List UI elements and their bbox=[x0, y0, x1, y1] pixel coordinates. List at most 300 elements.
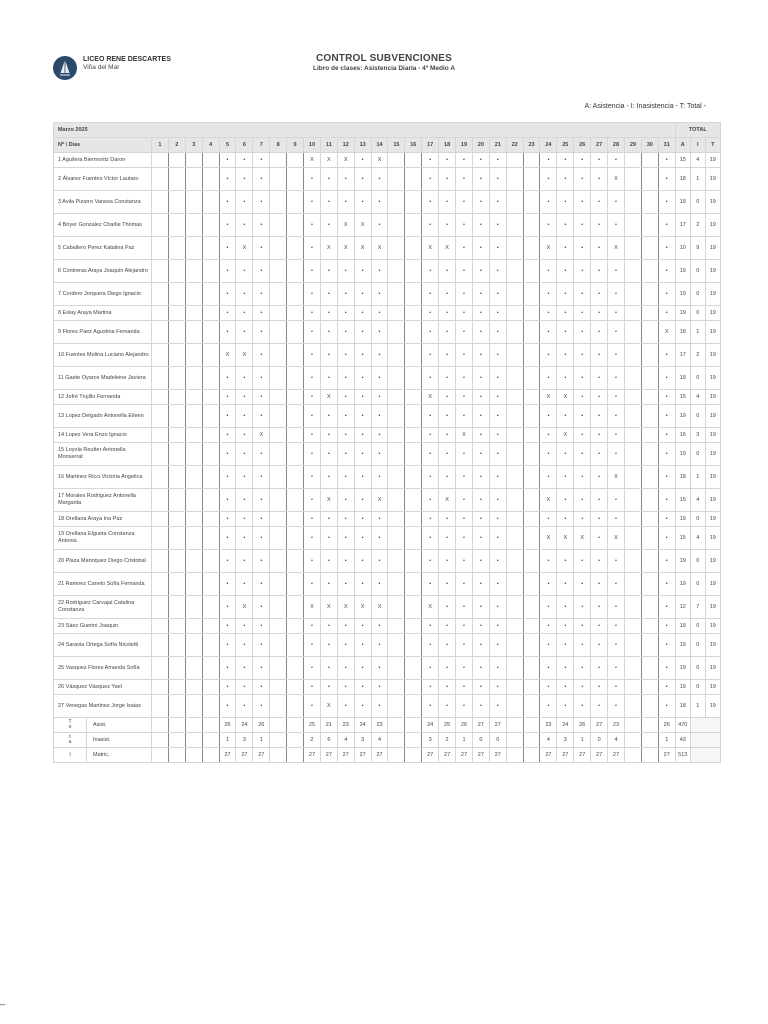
attendance-mark: • bbox=[574, 390, 591, 405]
attendance-mark bbox=[624, 634, 641, 657]
attendance-mark: X bbox=[439, 489, 456, 512]
attendance-mark: • bbox=[439, 306, 456, 321]
legend-text: A: Asistencia - I: Inasistencia - T: Total - bbox=[584, 103, 706, 110]
attendance-mark: • bbox=[456, 527, 473, 550]
attendance-mark: X bbox=[456, 428, 473, 443]
attendance-mark bbox=[152, 367, 169, 390]
attendance-mark bbox=[152, 214, 169, 237]
day-header: 10 bbox=[304, 138, 321, 153]
day-header: 26 bbox=[574, 138, 591, 153]
student-total-t: 19 bbox=[705, 489, 720, 512]
attendance-mark bbox=[388, 596, 405, 619]
attendance-mark: • bbox=[472, 168, 489, 191]
attendance-mark: • bbox=[304, 367, 321, 390]
attendance-mark: • bbox=[354, 619, 371, 634]
attendance-mark: • bbox=[219, 619, 236, 634]
attendance-mark bbox=[202, 344, 219, 367]
attendance-mark: • bbox=[439, 390, 456, 405]
attendance-mark: • bbox=[253, 191, 270, 214]
attendance-mark: • bbox=[253, 153, 270, 168]
student-total-t: 19 bbox=[705, 260, 720, 283]
attendance-mark: • bbox=[253, 344, 270, 367]
attendance-mark: • bbox=[337, 443, 354, 466]
attendance-mark: • bbox=[608, 321, 625, 344]
attendance-mark: • bbox=[337, 428, 354, 443]
table-row bbox=[54, 283, 721, 306]
totals-value: 24 bbox=[557, 718, 574, 733]
attendance-mark bbox=[506, 367, 523, 390]
attendance-mark: • bbox=[354, 390, 371, 405]
totals-row bbox=[54, 733, 721, 748]
table-row bbox=[54, 405, 721, 428]
attendance-mark: • bbox=[371, 168, 388, 191]
attendance-mark: • bbox=[354, 489, 371, 512]
table-row bbox=[54, 527, 721, 550]
attendance-mark bbox=[152, 237, 169, 260]
attendance-mark bbox=[405, 466, 422, 489]
table-row bbox=[54, 191, 721, 214]
totals-value bbox=[270, 748, 287, 763]
attendance-mark bbox=[523, 428, 540, 443]
attendance-mark bbox=[202, 596, 219, 619]
attendance-mark: • bbox=[608, 153, 625, 168]
attendance-mark: • bbox=[591, 191, 608, 214]
attendance-mark: • bbox=[422, 695, 439, 718]
totals-value: 27 bbox=[472, 718, 489, 733]
attendance-mark: • bbox=[574, 344, 591, 367]
attendance-mark bbox=[624, 191, 641, 214]
student-total-a: 19 bbox=[675, 283, 690, 306]
attendance-mark bbox=[388, 321, 405, 344]
student-total-t: 19 bbox=[705, 390, 720, 405]
attendance-mark bbox=[152, 260, 169, 283]
student-total-a: 19 bbox=[675, 550, 690, 573]
totals-value: 27 bbox=[472, 748, 489, 763]
attendance-mark bbox=[287, 153, 304, 168]
attendance-mark: • bbox=[658, 260, 675, 283]
table-row bbox=[54, 695, 721, 718]
attendance-mark bbox=[388, 443, 405, 466]
attendance-mark bbox=[152, 550, 169, 573]
attendance-mark bbox=[523, 512, 540, 527]
attendance-mark: • bbox=[557, 153, 574, 168]
report-subtitle: Libro de clases: Asistencia Diaria - 4º Medio A bbox=[312, 65, 456, 72]
attendance-mark bbox=[388, 390, 405, 405]
day-header: 8 bbox=[270, 138, 287, 153]
attendance-mark: • bbox=[489, 550, 506, 573]
day-header: 7 bbox=[253, 138, 270, 153]
attendance-mark bbox=[624, 344, 641, 367]
student-total-a: 19 bbox=[675, 260, 690, 283]
attendance-mark bbox=[641, 168, 658, 191]
student-total-a: 15 bbox=[675, 527, 690, 550]
attendance-mark: • bbox=[422, 344, 439, 367]
attendance-mark bbox=[506, 283, 523, 306]
student-total-a: 19 bbox=[675, 367, 690, 390]
attendance-mark: • bbox=[574, 550, 591, 573]
totals-value bbox=[185, 748, 202, 763]
student-total-t: 19 bbox=[705, 214, 720, 237]
totals-value bbox=[185, 718, 202, 733]
attendance-mark: • bbox=[540, 405, 557, 428]
attendance-mark: • bbox=[472, 619, 489, 634]
attendance-mark bbox=[152, 168, 169, 191]
attendance-mark bbox=[185, 573, 202, 596]
attendance-mark bbox=[405, 657, 422, 680]
attendance-mark: • bbox=[253, 619, 270, 634]
table-row bbox=[54, 237, 721, 260]
attendance-mark: • bbox=[608, 657, 625, 680]
attendance-mark bbox=[641, 321, 658, 344]
totals-value bbox=[388, 718, 405, 733]
attendance-mark: • bbox=[320, 283, 337, 306]
attendance-mark: • bbox=[456, 260, 473, 283]
attendance-mark bbox=[641, 260, 658, 283]
attendance-mark bbox=[523, 680, 540, 695]
attendance-mark: • bbox=[574, 680, 591, 695]
attendance-mark bbox=[506, 306, 523, 321]
attendance-mark bbox=[405, 237, 422, 260]
attendance-mark: • bbox=[472, 306, 489, 321]
attendance-mark: • bbox=[236, 680, 253, 695]
attendance-mark: • bbox=[236, 527, 253, 550]
attendance-mark bbox=[624, 283, 641, 306]
attendance-mark: • bbox=[456, 489, 473, 512]
table-row bbox=[54, 550, 721, 573]
attendance-mark: • bbox=[591, 573, 608, 596]
attendance-mark: • bbox=[439, 405, 456, 428]
attendance-mark: • bbox=[608, 512, 625, 527]
attendance-mark: • bbox=[354, 191, 371, 214]
totals-value bbox=[287, 748, 304, 763]
attendance-mark: • bbox=[439, 596, 456, 619]
attendance-mark bbox=[270, 489, 287, 512]
attendance-mark: X bbox=[236, 596, 253, 619]
attendance-mark: • bbox=[371, 367, 388, 390]
attendance-mark: • bbox=[591, 443, 608, 466]
attendance-mark bbox=[185, 367, 202, 390]
totals-value bbox=[405, 733, 422, 748]
attendance-mark bbox=[405, 153, 422, 168]
attendance-mark bbox=[287, 512, 304, 527]
attendance-mark bbox=[523, 153, 540, 168]
attendance-mark: • bbox=[320, 634, 337, 657]
attendance-mark: • bbox=[439, 527, 456, 550]
attendance-mark: • bbox=[489, 619, 506, 634]
attendance-mark: • bbox=[422, 512, 439, 527]
day-header: 15 bbox=[388, 138, 405, 153]
student-name: 10 Fuentes Molina Luciano Alejandro bbox=[54, 344, 152, 367]
attendance-mark: • bbox=[456, 321, 473, 344]
attendance-mark: • bbox=[236, 489, 253, 512]
attendance-mark: • bbox=[304, 428, 321, 443]
attendance-mark: X bbox=[320, 390, 337, 405]
attendance-mark: • bbox=[574, 237, 591, 260]
attendance-mark: • bbox=[591, 619, 608, 634]
attendance-mark bbox=[388, 512, 405, 527]
attendance-mark: • bbox=[304, 306, 321, 321]
attendance-mark: • bbox=[456, 405, 473, 428]
attendance-mark: X bbox=[253, 428, 270, 443]
attendance-mark bbox=[405, 214, 422, 237]
attendance-mark: • bbox=[557, 367, 574, 390]
school-name: LICEO RENE DESCARTES bbox=[83, 56, 171, 63]
attendance-mark: • bbox=[456, 191, 473, 214]
attendance-mark: • bbox=[540, 466, 557, 489]
attendance-mark bbox=[405, 634, 422, 657]
attendance-mark: • bbox=[422, 214, 439, 237]
attendance-mark: • bbox=[658, 214, 675, 237]
attendance-mark: • bbox=[371, 550, 388, 573]
attendance-mark bbox=[202, 283, 219, 306]
attendance-mark bbox=[270, 214, 287, 237]
attendance-mark: • bbox=[489, 191, 506, 214]
totals-value: 27 bbox=[489, 748, 506, 763]
attendance-mark bbox=[152, 680, 169, 695]
attendance-mark bbox=[185, 405, 202, 428]
attendance-mark: • bbox=[439, 214, 456, 237]
attendance-mark: • bbox=[557, 191, 574, 214]
attendance-mark bbox=[270, 237, 287, 260]
attendance-mark bbox=[641, 153, 658, 168]
attendance-mark: • bbox=[439, 619, 456, 634]
totals-value: 4 bbox=[371, 733, 388, 748]
student-total-a: 19 bbox=[675, 573, 690, 596]
attendance-mark: • bbox=[472, 405, 489, 428]
attendance-mark: • bbox=[540, 214, 557, 237]
attendance-mark: • bbox=[253, 657, 270, 680]
attendance-mark bbox=[523, 367, 540, 390]
attendance-mark bbox=[168, 321, 185, 344]
attendance-mark bbox=[641, 306, 658, 321]
student-total-a: 19 bbox=[675, 191, 690, 214]
student-total-a: 19 bbox=[675, 680, 690, 695]
attendance-mark: • bbox=[591, 489, 608, 512]
attendance-mark bbox=[405, 512, 422, 527]
attendance-mark bbox=[152, 657, 169, 680]
attendance-mark: • bbox=[658, 428, 675, 443]
attendance-mark: • bbox=[489, 443, 506, 466]
totals-value: 1 bbox=[456, 733, 473, 748]
attendance-mark: • bbox=[439, 657, 456, 680]
totals-value: 21 bbox=[320, 718, 337, 733]
table-row bbox=[54, 306, 721, 321]
attendance-mark: • bbox=[472, 321, 489, 344]
attendance-mark bbox=[624, 619, 641, 634]
attendance-mark bbox=[270, 443, 287, 466]
attendance-mark: • bbox=[337, 573, 354, 596]
attendance-mark: • bbox=[489, 367, 506, 390]
attendance-mark: • bbox=[540, 428, 557, 443]
attendance-mark: • bbox=[253, 573, 270, 596]
attendance-mark bbox=[202, 680, 219, 695]
attendance-mark bbox=[506, 443, 523, 466]
attendance-mark bbox=[287, 168, 304, 191]
attendance-mark bbox=[287, 596, 304, 619]
attendance-mark: • bbox=[489, 344, 506, 367]
day-header: 25 bbox=[557, 138, 574, 153]
attendance-mark bbox=[506, 390, 523, 405]
attendance-mark bbox=[202, 573, 219, 596]
attendance-mark: • bbox=[456, 596, 473, 619]
totals-value: 2 bbox=[439, 733, 456, 748]
attendance-mark: • bbox=[337, 550, 354, 573]
attendance-mark: • bbox=[439, 634, 456, 657]
attendance-mark: • bbox=[456, 634, 473, 657]
attendance-mark bbox=[287, 390, 304, 405]
attendance-mark: X bbox=[371, 153, 388, 168]
attendance-mark: • bbox=[371, 306, 388, 321]
attendance-mark: • bbox=[236, 573, 253, 596]
attendance-mark bbox=[388, 466, 405, 489]
attendance-mark: • bbox=[658, 168, 675, 191]
attendance-mark bbox=[624, 443, 641, 466]
student-total-a: 17 bbox=[675, 214, 690, 237]
attendance-mark: • bbox=[304, 680, 321, 695]
attendance-mark: • bbox=[354, 306, 371, 321]
attendance-mark: • bbox=[304, 489, 321, 512]
attendance-mark: • bbox=[472, 260, 489, 283]
attendance-mark: X bbox=[320, 596, 337, 619]
attendance-mark: • bbox=[304, 634, 321, 657]
student-name: 24 Saravia Ortega Sofía Nicoletti bbox=[54, 634, 152, 657]
student-total-i: 2 bbox=[690, 344, 705, 367]
attendance-mark: • bbox=[574, 695, 591, 718]
attendance-mark: X bbox=[304, 153, 321, 168]
attendance-mark bbox=[405, 550, 422, 573]
day-header: 28 bbox=[608, 138, 625, 153]
totals-value: 1 bbox=[658, 733, 675, 748]
attendance-mark bbox=[202, 657, 219, 680]
attendance-mark: • bbox=[236, 512, 253, 527]
attendance-mark: • bbox=[337, 306, 354, 321]
total-col-header: I bbox=[690, 138, 705, 153]
attendance-mark: • bbox=[472, 596, 489, 619]
student-total-a: 12 bbox=[675, 596, 690, 619]
attendance-mark: • bbox=[422, 367, 439, 390]
attendance-mark: • bbox=[253, 489, 270, 512]
attendance-mark bbox=[152, 466, 169, 489]
attendance-mark: • bbox=[658, 527, 675, 550]
days-header-label: Nº \ Días bbox=[54, 138, 152, 153]
attendance-mark: • bbox=[253, 390, 270, 405]
attendance-mark: • bbox=[219, 306, 236, 321]
attendance-mark: • bbox=[253, 237, 270, 260]
attendance-mark: • bbox=[422, 680, 439, 695]
attendance-mark bbox=[624, 367, 641, 390]
attendance-mark: • bbox=[456, 344, 473, 367]
attendance-mark: • bbox=[591, 153, 608, 168]
attendance-mark bbox=[185, 634, 202, 657]
totals-value: 1 bbox=[574, 733, 591, 748]
attendance-mark: X bbox=[320, 153, 337, 168]
attendance-mark bbox=[270, 321, 287, 344]
attendance-mark: • bbox=[574, 489, 591, 512]
student-name: 12 Jofré Trujillo Fernanda bbox=[54, 390, 152, 405]
attendance-mark: • bbox=[439, 443, 456, 466]
attendance-mark bbox=[202, 489, 219, 512]
attendance-mark: • bbox=[456, 466, 473, 489]
totals-value bbox=[641, 748, 658, 763]
attendance-mark: • bbox=[540, 344, 557, 367]
total-header: TOTAL bbox=[675, 123, 720, 138]
attendance-mark bbox=[152, 619, 169, 634]
attendance-mark bbox=[287, 214, 304, 237]
attendance-mark: • bbox=[591, 657, 608, 680]
attendance-mark: • bbox=[608, 695, 625, 718]
attendance-mark: X bbox=[320, 695, 337, 718]
student-total-i: 0 bbox=[690, 306, 705, 321]
attendance-mark: X bbox=[439, 237, 456, 260]
table-row bbox=[54, 619, 721, 634]
attendance-mark: • bbox=[337, 344, 354, 367]
attendance-mark: • bbox=[557, 573, 574, 596]
attendance-mark: • bbox=[439, 573, 456, 596]
attendance-mark bbox=[388, 367, 405, 390]
totals-value: 27 bbox=[557, 748, 574, 763]
attendance-mark: • bbox=[304, 390, 321, 405]
attendance-mark bbox=[641, 634, 658, 657]
attendance-mark: • bbox=[219, 550, 236, 573]
attendance-mark: X bbox=[236, 237, 253, 260]
attendance-mark: • bbox=[422, 168, 439, 191]
attendance-mark: • bbox=[540, 596, 557, 619]
student-total-i: 0 bbox=[690, 283, 705, 306]
attendance-mark bbox=[185, 214, 202, 237]
attendance-mark: • bbox=[320, 321, 337, 344]
attendance-mark: • bbox=[219, 260, 236, 283]
attendance-mark bbox=[388, 695, 405, 718]
attendance-mark bbox=[287, 573, 304, 596]
attendance-mark: • bbox=[422, 306, 439, 321]
attendance-mark: • bbox=[304, 237, 321, 260]
attendance-mark bbox=[641, 489, 658, 512]
attendance-mark: • bbox=[591, 680, 608, 695]
student-total-t: 19 bbox=[705, 321, 720, 344]
attendance-mark: • bbox=[304, 657, 321, 680]
attendance-mark bbox=[523, 260, 540, 283]
attendance-mark: • bbox=[320, 619, 337, 634]
attendance-mark: • bbox=[489, 489, 506, 512]
attendance-mark: • bbox=[236, 428, 253, 443]
totals-value: 25 bbox=[439, 718, 456, 733]
attendance-mark: • bbox=[236, 619, 253, 634]
attendance-mark: • bbox=[236, 260, 253, 283]
attendance-mark: • bbox=[304, 168, 321, 191]
attendance-mark bbox=[287, 489, 304, 512]
attendance-mark: • bbox=[422, 428, 439, 443]
attendance-mark bbox=[388, 191, 405, 214]
attendance-mark: • bbox=[422, 489, 439, 512]
attendance-mark bbox=[287, 405, 304, 428]
attendance-mark bbox=[287, 260, 304, 283]
totals-value: 27 bbox=[489, 718, 506, 733]
attendance-mark bbox=[185, 168, 202, 191]
attendance-mark: • bbox=[489, 596, 506, 619]
attendance-mark: • bbox=[472, 191, 489, 214]
attendance-mark bbox=[405, 306, 422, 321]
attendance-mark: • bbox=[540, 367, 557, 390]
attendance-mark bbox=[405, 191, 422, 214]
totals-value bbox=[168, 748, 185, 763]
attendance-mark: • bbox=[320, 405, 337, 428]
attendance-mark: • bbox=[608, 306, 625, 321]
attendance-mark bbox=[202, 153, 219, 168]
table-row bbox=[54, 596, 721, 619]
attendance-mark bbox=[185, 550, 202, 573]
totals-value: 27 bbox=[439, 748, 456, 763]
attendance-mark: • bbox=[337, 390, 354, 405]
